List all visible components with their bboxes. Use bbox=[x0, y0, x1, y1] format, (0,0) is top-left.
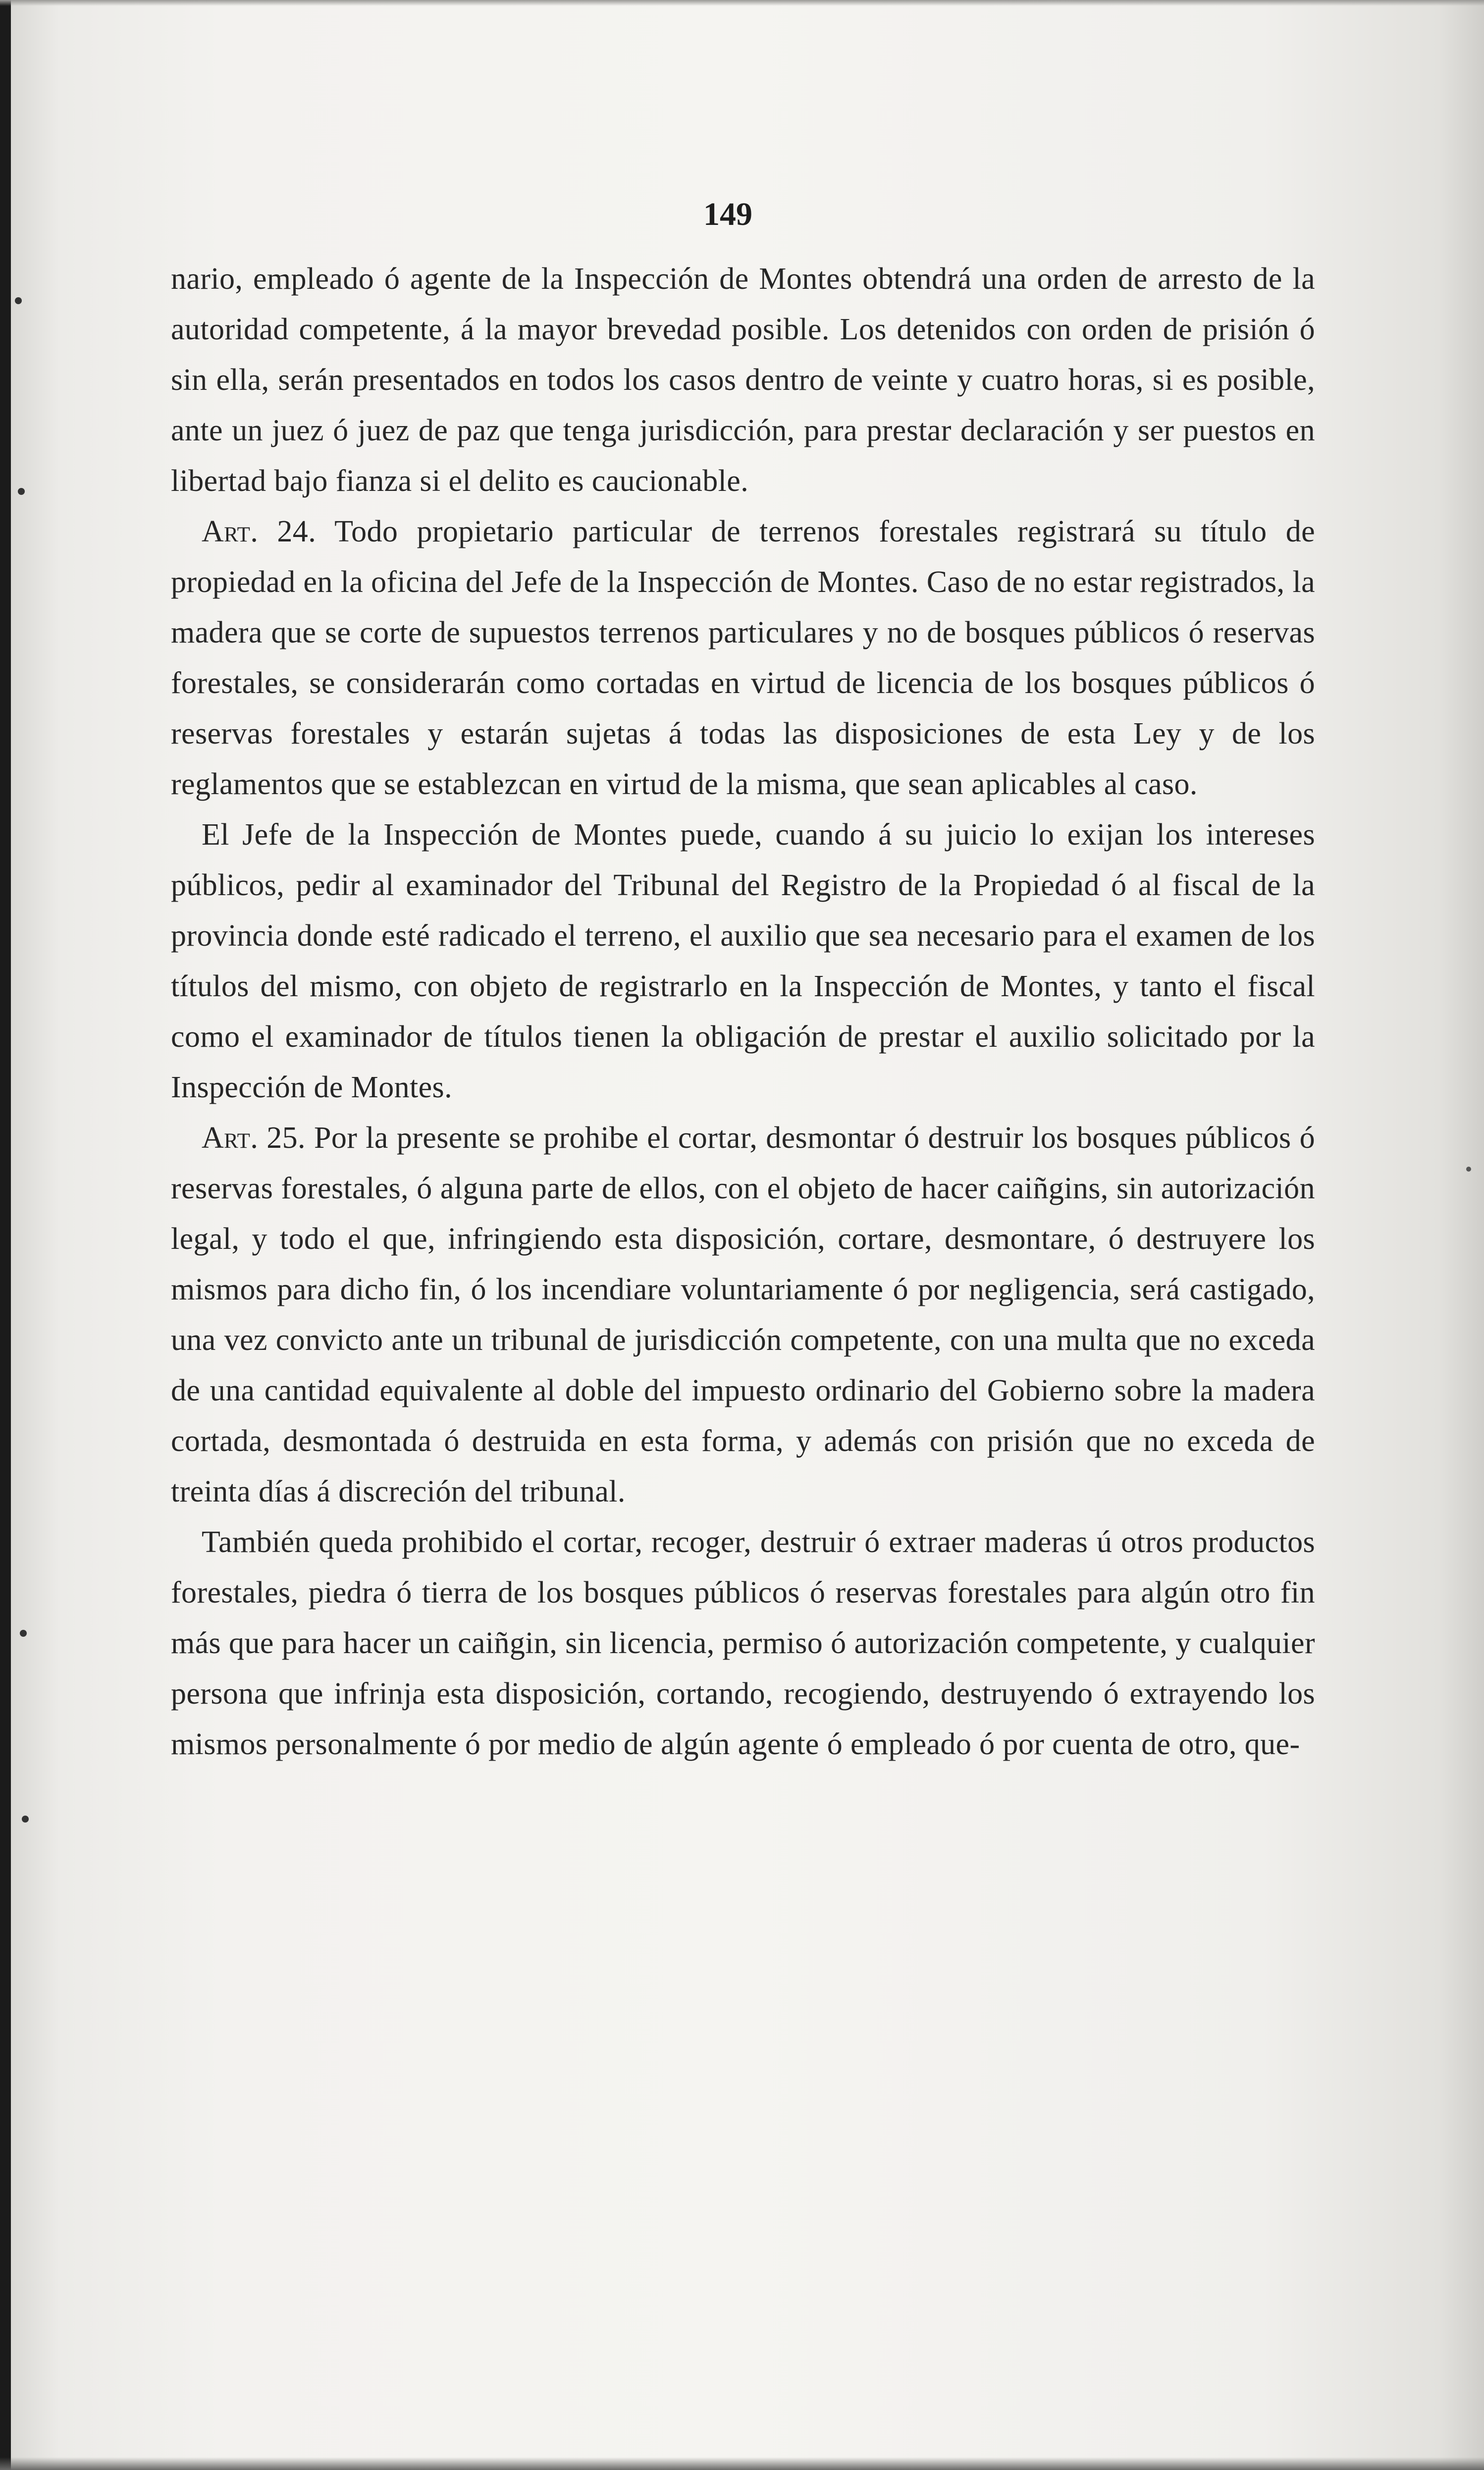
binding-shadow bbox=[0, 0, 11, 2470]
paragraph-tambien-prohibido bbox=[171, 1517, 1315, 1770]
paragraph-continuation bbox=[171, 254, 1315, 506]
paragraph-text: Por la presente se prohibe el cortar, desmontar ó destruir los bosques públicos ó reservas forestales, ó alguna parte de ellos, con el objeto de hacer caiñgins, sin autorización legal, y todo el que, infringiendo esta disposición, cortare, desmontare, ó destruyere los mismos para dicho fin, ó los incendiare voluntariamente ó por negligencia, será castigado, una vez convicto ante un tribunal de jurisdicción competente, con una multa que no exceda de una cantidad equivalente al doble del impuesto ordinario del Gobierno sobre la madera cortada, desmontada ó destruida en esta forma, y además con prisión que no exceda de treinta días á discreción del tribunal. bbox=[171, 1121, 1315, 1508]
paragraph-text: También queda prohibido el cortar, recoger, destruir ó extraer maderas ú otros productos forestales, piedra ó tierra de los bosques públicos ó reservas forestales para algún otro fin más que para hacer un caiñgin, sin licencia, permiso ó autorización competente, y cualquier persona que infrinja esta disposición, cortando, recogiendo, destruyendo ó extrayendo los mismos personalmente ó por medio de algún agente ó empleado ó por cuenta de otro, que- bbox=[171, 1525, 1315, 1761]
margin-speck bbox=[20, 1630, 27, 1637]
margin-speck bbox=[15, 297, 22, 304]
page-number: 149 bbox=[703, 196, 752, 232]
paragraph-text: El Jefe de la Inspección de Montes puede, cuando á su juicio lo exijan los intereses públicos, pedir al examinador del Tribunal del Registro de la Propiedad ó al fiscal de la provincia donde esté radicado el terreno, el auxilio que sea necesario para el examen de los títulos del mismo, con objeto de registrarlo en la Inspección de Montes, y tanto el fiscal como el examinador de títulos tienen la obligación de prestar el auxilio solicitado por la Inspección de Montes. bbox=[171, 818, 1315, 1104]
article-25-paragraph bbox=[171, 1113, 1315, 1517]
paragraph-text: nario, empleado ó agente de la Inspección de Montes obtendrá una orden de arresto de la autoridad competente, á la mayor brevedad posible. Los detenidos con orden de prisión ó sin ella, serán presentados en todos los casos dentro de veinte y cuatro horas, si es posible, ante un juez ó juez de paz que tenga jurisdicción, para prestar declaración y ser puestos en libertad bajo fianza si el delito es caucionable. bbox=[171, 262, 1315, 498]
margin-speck bbox=[1466, 1167, 1471, 1172]
article-label: Art. 24. bbox=[202, 515, 317, 548]
margin-speck bbox=[18, 488, 25, 495]
article-label: Art. 25. bbox=[202, 1121, 306, 1155]
bottom-edge-shadow bbox=[0, 2457, 1484, 2470]
paragraph-jefe-inspeccion bbox=[171, 809, 1315, 1113]
body-text bbox=[171, 254, 1315, 1770]
margin-speck bbox=[22, 1816, 29, 1823]
paragraph-text: Todo propietario particular de terrenos forestales registrará su título de propiedad en la oficina del Jefe de la Inspección de Montes. Caso de no estar registrados, la madera que se corte de supuestos terrenos particulares y no de bosques públicos ó reservas forestales, se considerarán como cortadas en virtud de licencia de los bosques públicos ó reservas forestales y estarán sujetas á todas las disposiciones de esta Ley y de los reglamentos que se establezcan en virtud de la misma, que sean aplicables al caso. bbox=[171, 515, 1316, 801]
top-edge-shadow bbox=[0, 0, 1484, 6]
article-24-paragraph bbox=[171, 506, 1315, 809]
